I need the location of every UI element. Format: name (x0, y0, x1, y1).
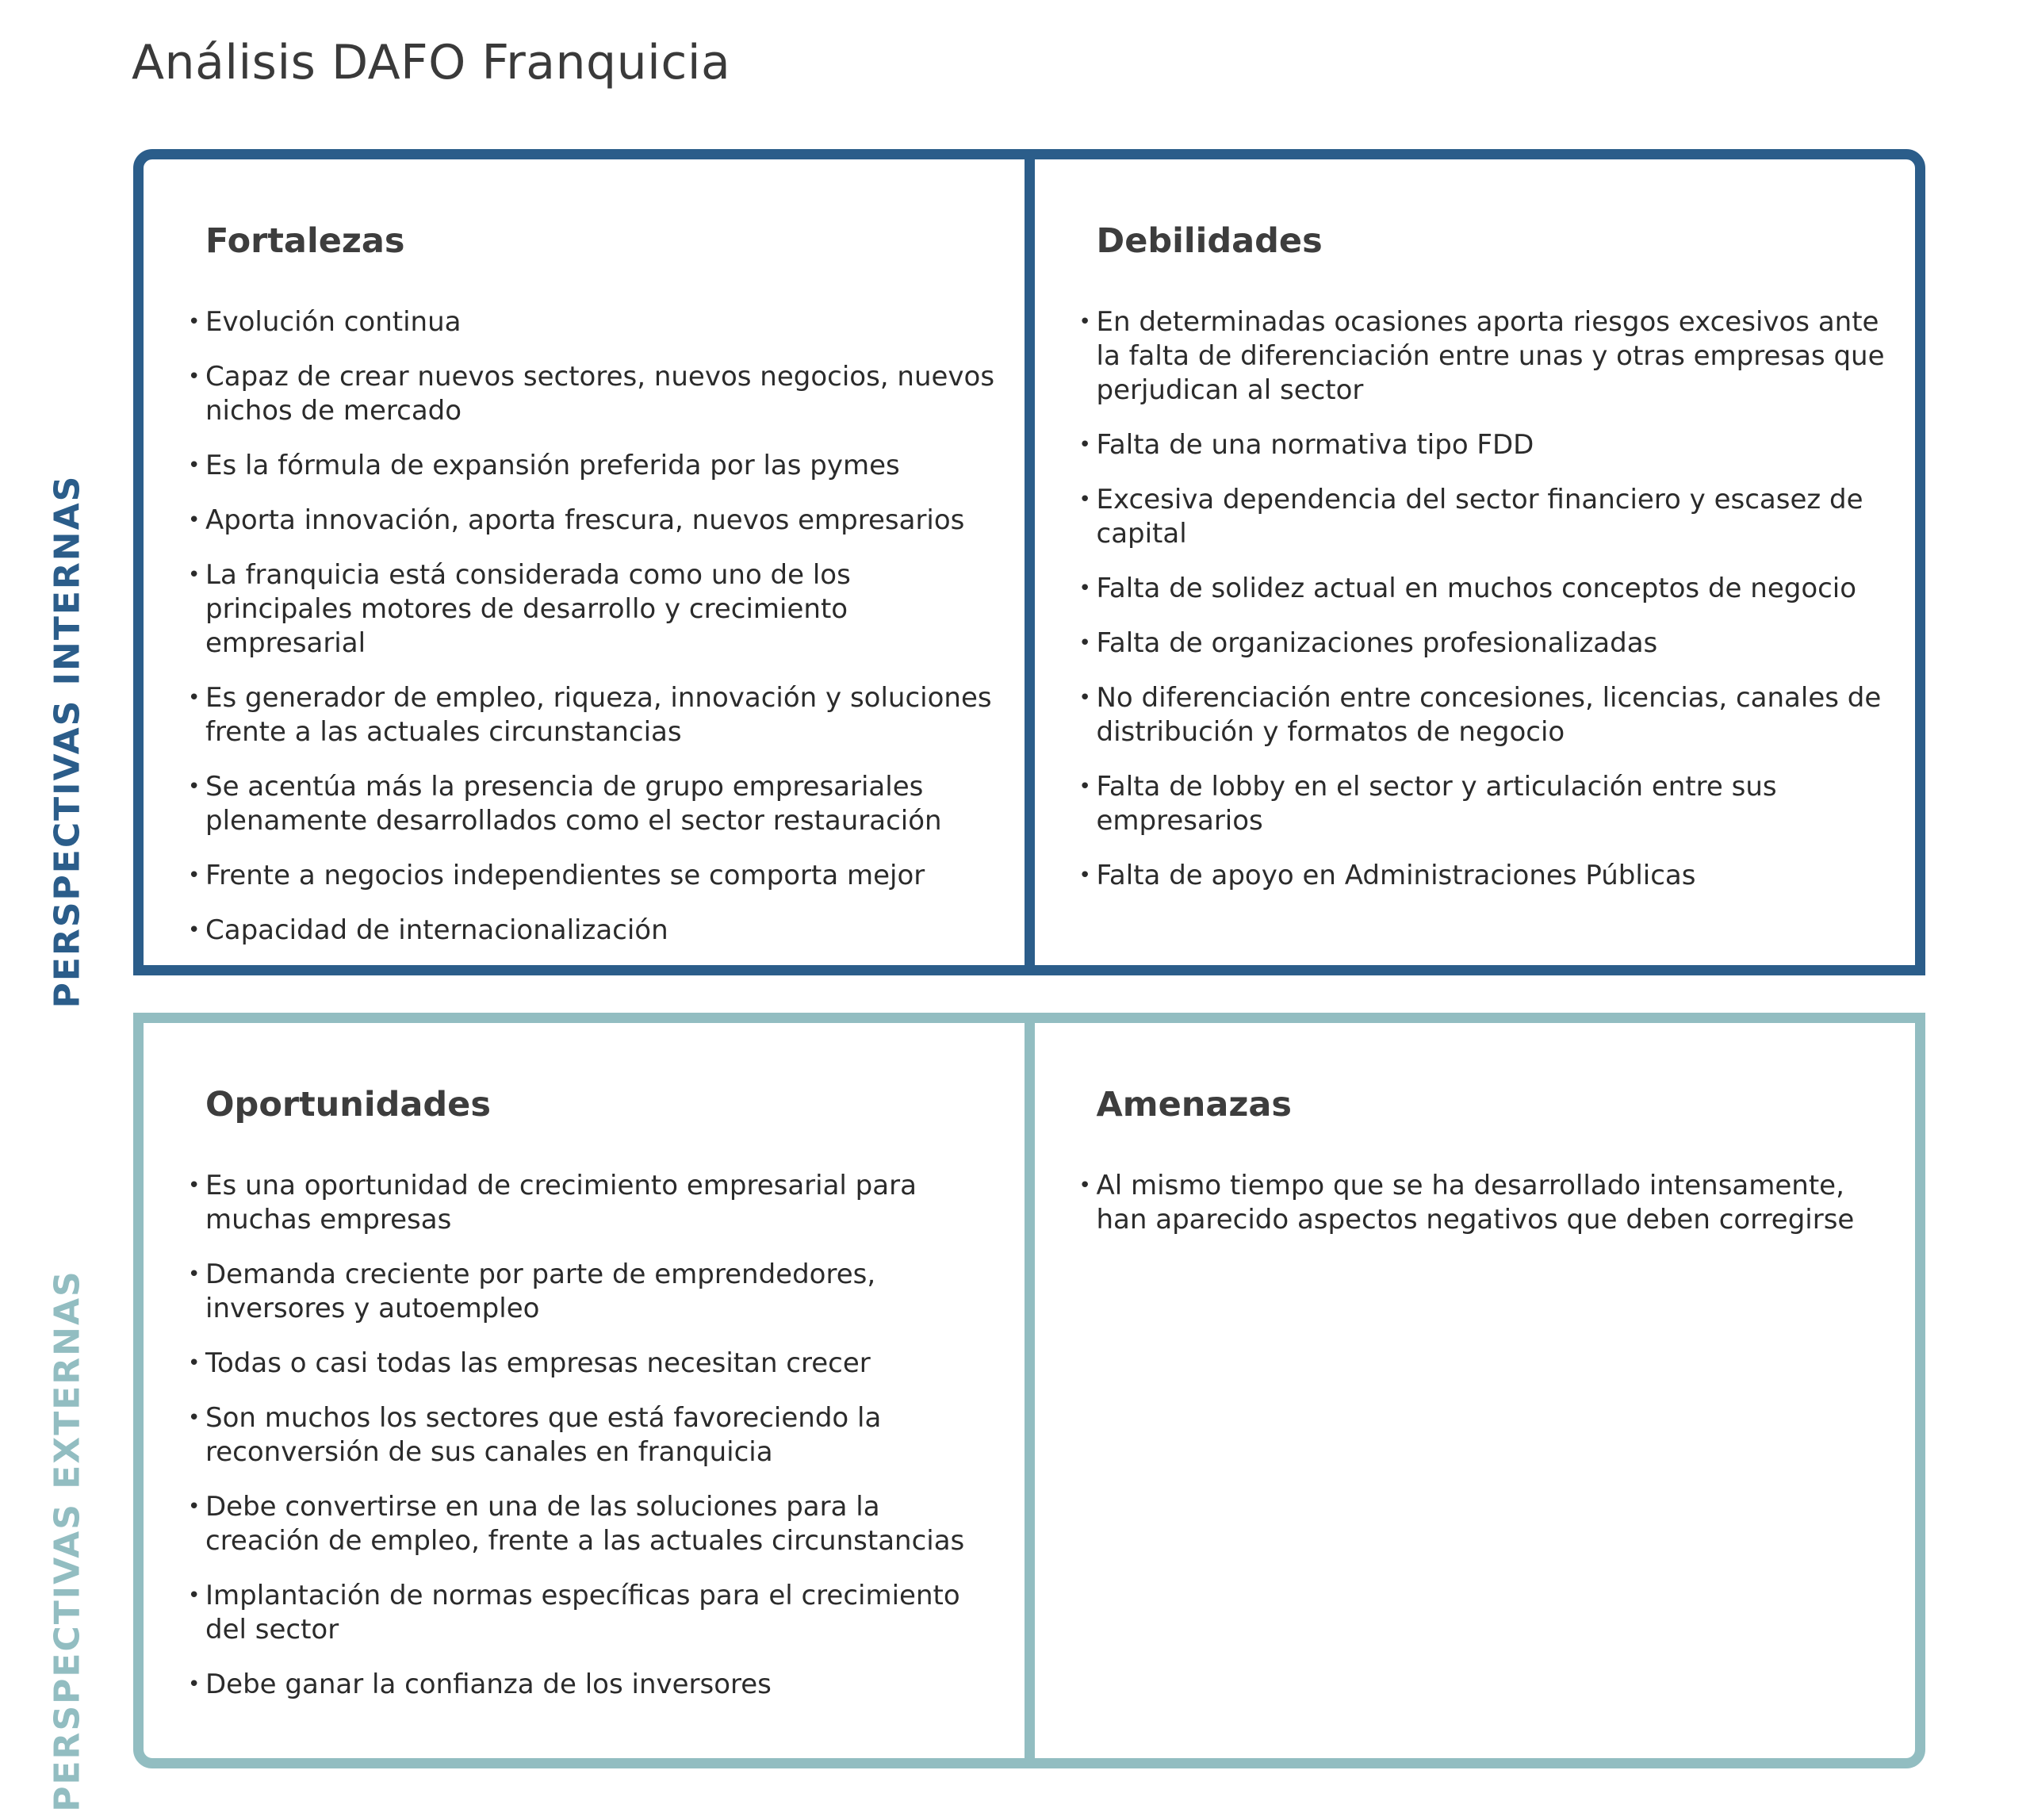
quadrant-fortalezas (144, 159, 1025, 965)
list-item: • Falta de apoyo en Administraciones Públicas (1079, 859, 1890, 893)
external-perspectives-box (133, 1013, 1925, 1768)
list-item: • Falta de lobby en el sector y articulación entre sus empresarios (1079, 770, 1890, 838)
list-item: • Evolución continua (188, 305, 998, 339)
list-item: • Es una oportunidad de crecimiento empresarial para muchas empresas (188, 1169, 998, 1237)
list-item: • Implantación de normas específicas para el crecimiento del sector (188, 1579, 998, 1647)
oportunidades-list (188, 1169, 993, 1702)
quadrant-divider (1025, 1023, 1035, 1758)
amenazas-title: Amenazas (1096, 1085, 1293, 1125)
list-item: • Debe ganar la confianza de los inversores (188, 1668, 998, 1702)
list-item: • Debe convertirse en una de las soluciones para la creación de empleo, frente a las actuales circunstancias (188, 1490, 998, 1558)
list-item: • Aporta innovación, aporta frescura, nuevos empresarios (188, 504, 998, 538)
list-item: • Todas o casi todas las empresas necesitan crecer (188, 1347, 998, 1381)
list-item: • Capaz de crear nuevos sectores, nuevos negocios, nuevos nichos de mercado (188, 360, 998, 428)
list-item: • Se acentúa más la presencia de grupo empresariales plenamente desarrollados como el sector restauración (188, 770, 998, 838)
quadrant-divider (1025, 159, 1035, 965)
fortalezas-list (188, 305, 993, 948)
fortalezas-title: Fortalezas (205, 221, 405, 261)
amenazas-list (1079, 1169, 1884, 1237)
list-item: • Es la fórmula de expansión preferida por las pymes (188, 449, 998, 483)
list-item: • Capacidad de internacionalización (188, 914, 998, 948)
list-item: • Falta de solidez actual en muchos conceptos de negocio (1079, 572, 1890, 606)
debilidades-title: Debilidades (1096, 221, 1323, 261)
list-item: • No diferenciación entre concesiones, licencias, canales de distribución y formatos de negocio (1079, 681, 1890, 749)
list-item: • Demanda creciente por parte de emprendedores, inversores y autoempleo (188, 1258, 998, 1326)
list-item: • Son muchos los sectores que está favoreciendo la reconversión de sus canales en franquicia (188, 1401, 998, 1469)
quadrant-oportunidades (144, 1023, 1025, 1758)
quadrant-amenazas (1035, 1023, 1916, 1758)
external-perspectives-label: PERSPECTIVAS EXTERNAS (47, 1270, 88, 1812)
page-title: Análisis DAFO Franquicia (132, 35, 731, 90)
list-item: • Falta de organizaciones profesionalizadas (1079, 626, 1890, 661)
list-item: • Falta de una normativa tipo FDD (1079, 428, 1890, 462)
internal-perspectives-label: PERSPECTIVAS INTERNAS (47, 474, 88, 1009)
internal-perspectives-box (133, 149, 1925, 975)
list-item: • Es generador de empleo, riqueza, innovación y soluciones frente a las actuales circunstancias (188, 681, 998, 749)
list-item: • Excesiva dependencia del sector financiero y escasez de capital (1079, 483, 1890, 551)
quadrant-debilidades (1035, 159, 1916, 965)
debilidades-list (1079, 305, 1884, 893)
list-item: • Al mismo tiempo que se ha desarrollado intensamente, han aparecido aspectos negativos que deben corregirse (1079, 1169, 1890, 1237)
list-item: • La franquicia está considerada como uno de los principales motores de desarrollo y crecimiento empresarial (188, 558, 998, 661)
list-item: • En determinadas ocasiones aporta riesgos excesivos ante la falta de diferenciación entre unas y otras empresas que perjudican al sector (1079, 305, 1890, 408)
oportunidades-title: Oportunidades (205, 1085, 491, 1125)
list-item: • Frente a negocios independientes se comporta mejor (188, 859, 998, 893)
